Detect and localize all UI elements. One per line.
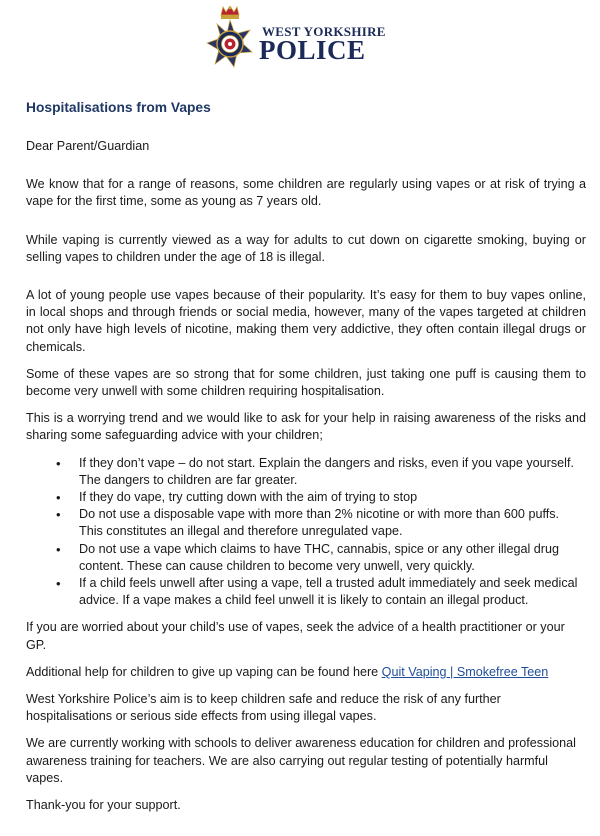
- paragraph-6: If you are worried about your child’s use of vapes, seek the advice of a health practitioner or your GP.: [26, 620, 565, 652]
- letter-title: Hospitalisations from Vapes: [26, 100, 211, 115]
- list-item: • If a child feels unwell after using a vape, tell a trusted adult immediately and seek medical advice. If a vape makes a child feel unwell it is likely to contain an illegal product.: [79, 575, 586, 609]
- paragraph-8: West Yorkshire Police’s aim is to keep children safe and reduce the risk of any further hospitalisations or serious side effects from using illegal vapes.: [26, 692, 501, 724]
- logo-line-2: POLICE: [259, 35, 366, 65]
- paragraph-5: This is a worrying trend and we would like to ask for your help in raising awareness of the risks and sharing some safeguarding advice with your children;: [26, 411, 586, 443]
- paragraph-2: While vaping is currently viewed as a way for adults to cut down on cigarette smoking, buying or selling vapes to children under the age of 18 is illegal.: [26, 232, 586, 264]
- paragraph-7-text: Additional help for children to give up vaping can be found here: [26, 664, 382, 679]
- paragraph-1: We know that for a range of reasons, some children are regularly using vapes or at risk of trying a vape for the first time, some as young as 7 years old.: [26, 177, 586, 209]
- logo-line-1: WEST YORKSHIRE: [262, 24, 386, 39]
- west-yorkshire-police-logo: [202, 6, 392, 68]
- salutation: Dear Parent/Guardian: [26, 139, 150, 153]
- quit-vaping-link[interactable]: Quit Vaping | Smokefree Teen: [381, 664, 549, 679]
- police-star-badge-icon: [202, 6, 260, 68]
- list-item: • Do not use a vape which claims to have THC, cannabis, spice or any other illegal drug content. These can cause children to become very unwell, very quickly.: [79, 541, 586, 575]
- advice-list: [26, 455, 586, 610]
- list-item: • If they don’t vape – do not start. Explain the dangers and risks, even if you vape yourself. The dangers to children are far greater.: [79, 455, 586, 489]
- closing-line: Thank-you for your support.: [26, 798, 181, 813]
- paragraph-3: A lot of young people use vapes because of their popularity. It’s easy for them to buy vapes online, in local shops and through friends or social media, however, many of the vapes targeted at children not only have high levels of nicotine, making them very addictive, they often contain illegal drugs or chemicals.: [26, 288, 586, 354]
- list-item: • If they do vape, try cutting down with the aim of trying to stop: [79, 489, 586, 506]
- paragraph-7: [26, 664, 586, 681]
- paragraph-4: Some of these vapes are so strong that for some children, just taking one puff is causing them to become very unwell with some children requiring hospitalisation.: [26, 366, 586, 399]
- paragraph-9: We are currently working with schools to deliver awareness education for children and professional awareness training for teachers. We are also carrying out regular testing of potentially harmful vapes.: [26, 736, 576, 785]
- list-item: • Do not use a disposable vape with more than 2% nicotine or with more than 600 puffs. This constitutes an illegal and therefore unregulated vape.: [79, 506, 586, 540]
- letter-body: [26, 99, 586, 824]
